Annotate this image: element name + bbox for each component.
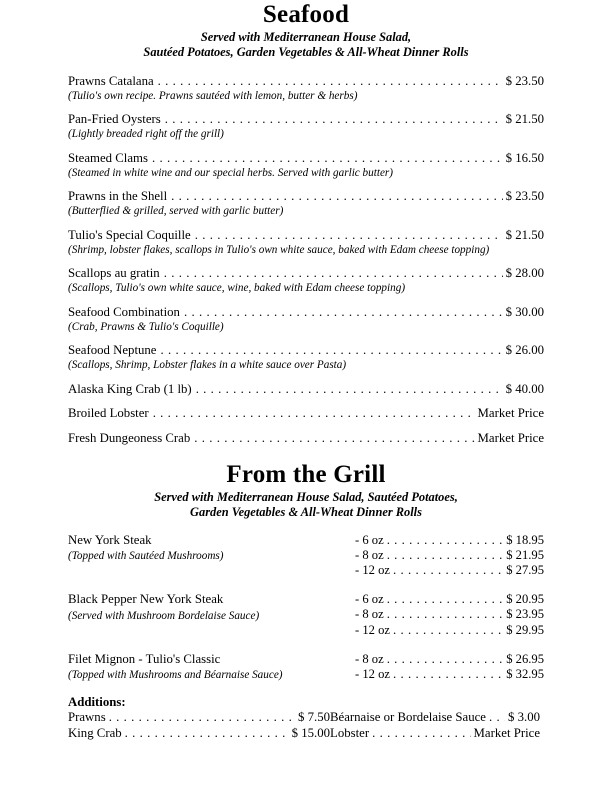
dot-leader (158, 76, 503, 88)
menu-item-name: Broiled Lobster (68, 406, 149, 421)
seafood-subtitle-line-1: Served with Mediterranean House Salad, (200, 30, 412, 44)
dot-leader (109, 713, 295, 725)
menu-item-price: $ 28.00 (505, 266, 544, 281)
grill-item-list (68, 533, 544, 683)
dot-leader (372, 728, 470, 740)
grill-menu-item (68, 652, 544, 683)
menu-item-description: (Crab, Prawns & Tulio's Coquille) (68, 320, 224, 333)
grill-size-label: - 6 oz (355, 592, 384, 607)
menu-item-price: $ 23.50 (505, 189, 544, 204)
additions-grid (68, 710, 544, 741)
menu-item (68, 266, 544, 295)
seafood-subtitle-line-2: Sautéed Potatoes, Garden Vegetables & All-Wheat Dinner Rolls (143, 45, 469, 60)
menu-item-price: $ 21.50 (505, 112, 544, 127)
grill-size-row (355, 563, 544, 578)
menu-item-row (68, 228, 544, 243)
grill-size-label: - 8 oz (355, 651, 384, 666)
grill-item-sizes (353, 592, 544, 638)
grill-item-left (68, 592, 353, 638)
menu-item-row (68, 406, 544, 421)
menu-item-name: Seafood Neptune (68, 343, 157, 358)
grill-subtitle-line-2: Garden Vegetables & All-Wheat Dinner Rolls (190, 505, 422, 520)
seafood-section (68, 0, 544, 446)
dot-leader (161, 345, 503, 357)
dot-leader (393, 625, 503, 637)
menu-item-price: $ 23.50 (505, 73, 544, 88)
grill-size-price: $ 29.95 (506, 622, 544, 637)
menu-item-price: Market Price (477, 406, 544, 421)
menu-item-price: $ 26.00 (505, 343, 544, 358)
additions-left-column (68, 710, 330, 741)
menu-item-name: Prawns in the Shell (68, 189, 168, 204)
grill-item-name: Black Pepper New York Steak (68, 592, 224, 607)
dot-leader (387, 535, 504, 547)
addition-row (68, 726, 330, 741)
grill-size-row (355, 592, 544, 607)
grill-section (68, 460, 544, 683)
grill-item-description: (Served with Mushroom Bordelaise Sauce) (68, 609, 260, 622)
grill-item-name: New York Steak (68, 532, 152, 547)
menu-item-description: (Steamed in white wine and our special herbs. Served with garlic butter) (68, 166, 394, 179)
menu-item (68, 305, 544, 334)
dot-leader (194, 433, 474, 445)
menu-item-row (68, 189, 544, 204)
menu-item (68, 151, 544, 180)
grill-size-row (355, 667, 544, 682)
dot-leader (152, 153, 503, 165)
menu-item-description: (Scallops, Shrimp, Lobster flakes in a white sauce over Pasta) (68, 359, 347, 372)
grill-menu-item (68, 592, 544, 638)
menu-item-name: Scallops au gratin (68, 266, 160, 281)
menu-item-description: (Shrimp, lobster flakes, scallops in Tulio's own white sauce, baked with Edam cheese topping) (68, 243, 490, 256)
grill-item-sizes (353, 533, 544, 579)
menu-item-name: Steamed Clams (68, 150, 148, 165)
grill-item-description: (Topped with Sautéed Mushrooms) (68, 550, 224, 563)
menu-item (68, 431, 544, 446)
grill-size-row (355, 548, 544, 563)
menu-item-price: $ 40.00 (505, 381, 544, 396)
dot-leader (387, 550, 504, 562)
grill-item-left (68, 652, 353, 683)
dot-leader (387, 594, 504, 606)
addition-price: Market Price (473, 725, 540, 740)
addition-row (330, 710, 540, 725)
dot-leader (393, 669, 503, 681)
dot-leader (489, 713, 505, 725)
dot-leader (387, 654, 504, 666)
grill-size-price: $ 26.95 (506, 651, 544, 666)
grill-size-price: $ 23.95 (506, 607, 544, 622)
addition-price: $ 3.00 (508, 710, 540, 725)
addition-price: $ 7.50 (298, 710, 330, 725)
menu-item-price: $ 16.50 (505, 150, 544, 165)
grill-size-row (355, 623, 544, 638)
menu-item-row (68, 343, 544, 358)
grill-item-sizes (353, 652, 544, 683)
menu-item-row (68, 74, 544, 89)
grill-item-description: (Topped with Mushrooms and Béarnaise Sauce) (68, 669, 283, 682)
grill-size-label: - 8 oz (355, 547, 384, 562)
addition-row (330, 726, 540, 741)
menu-item (68, 382, 544, 397)
menu-item-name: Seafood Combination (68, 304, 180, 319)
menu-item-description: (Butterflied & grilled, served with garlic butter) (68, 205, 284, 218)
menu-item-row (68, 151, 544, 166)
grill-subtitle-line-1: Served with Mediterranean House Salad, Sautéed Potatoes, (154, 489, 458, 504)
menu-item-row (68, 112, 544, 127)
seafood-title: Seafood (262, 1, 350, 28)
menu-item-name: Tulio's Special Coquille (68, 227, 191, 242)
menu-item (68, 112, 544, 141)
menu-item (68, 343, 544, 372)
grill-size-price: $ 20.95 (506, 592, 544, 607)
menu-item-row (68, 305, 544, 320)
addition-name: Béarnaise or Bordelaise Sauce (330, 710, 486, 725)
grill-menu-item (68, 533, 544, 579)
grill-size-label: - 12 oz (355, 563, 390, 578)
grill-size-price: $ 27.95 (506, 563, 544, 578)
grill-item-name: Filet Mignon - Tulio's Classic (68, 651, 221, 666)
dot-leader (171, 191, 502, 203)
additions-right-column (330, 710, 540, 741)
additions-title: Additions: (68, 695, 126, 710)
menu-item (68, 228, 544, 257)
grill-size-label: - 12 oz (355, 667, 390, 682)
menu-item-name: Fresh Dungeoness Crab (68, 430, 191, 445)
dot-leader (153, 408, 475, 420)
additions-section (68, 694, 544, 741)
menu-item-row (68, 266, 544, 281)
grill-size-label: - 6 oz (355, 532, 384, 547)
grill-size-row (355, 652, 544, 667)
menu-item-price: Market Price (477, 430, 544, 445)
menu-item-name: Alaska King Crab (1 lb) (68, 381, 192, 396)
dot-leader (165, 114, 503, 126)
grill-size-label: - 8 oz (355, 607, 384, 622)
seafood-item-list (68, 74, 544, 446)
dot-leader (387, 610, 504, 622)
grill-size-price: $ 32.95 (506, 667, 544, 682)
addition-name: Prawns (68, 710, 106, 725)
menu-item-name: Pan-Fried Oysters (68, 112, 161, 127)
menu-item-name: Prawns Catalana (68, 73, 154, 88)
grill-item-left (68, 533, 353, 579)
dot-leader (164, 268, 503, 280)
addition-price: $ 15.00 (291, 725, 330, 740)
addition-row (68, 710, 330, 725)
menu-item-description: (Tulio's own recipe. Prawns sautéed with lemon, butter & herbs) (68, 89, 358, 102)
dot-leader (393, 565, 503, 577)
grill-size-price: $ 21.95 (506, 547, 544, 562)
grill-size-row (355, 533, 544, 548)
menu-item (68, 189, 544, 218)
menu-item (68, 406, 544, 421)
menu-item-description: (Lightly breaded right off the grill) (68, 128, 224, 141)
addition-name: King Crab (68, 725, 122, 740)
dot-leader (125, 728, 289, 740)
menu-item (68, 74, 544, 103)
grill-size-row (355, 607, 544, 622)
menu-item-price: $ 21.50 (505, 227, 544, 242)
menu-item-price: $ 30.00 (505, 304, 544, 319)
menu-item-row (68, 382, 544, 397)
grill-size-label: - 12 oz (355, 622, 390, 637)
grill-subtitle (68, 490, 544, 521)
grill-title: From the Grill (226, 460, 386, 488)
addition-name: Lobster (330, 725, 370, 740)
menu-item-description: (Scallops, Tulio's own white sauce, wine, baked with Edam cheese topping) (68, 282, 406, 295)
seafood-subtitle (68, 30, 544, 61)
dot-leader (196, 384, 503, 396)
menu-item-row (68, 431, 544, 446)
grill-size-price: $ 18.95 (506, 532, 544, 547)
dot-leader (184, 307, 503, 319)
dot-leader (195, 230, 503, 242)
